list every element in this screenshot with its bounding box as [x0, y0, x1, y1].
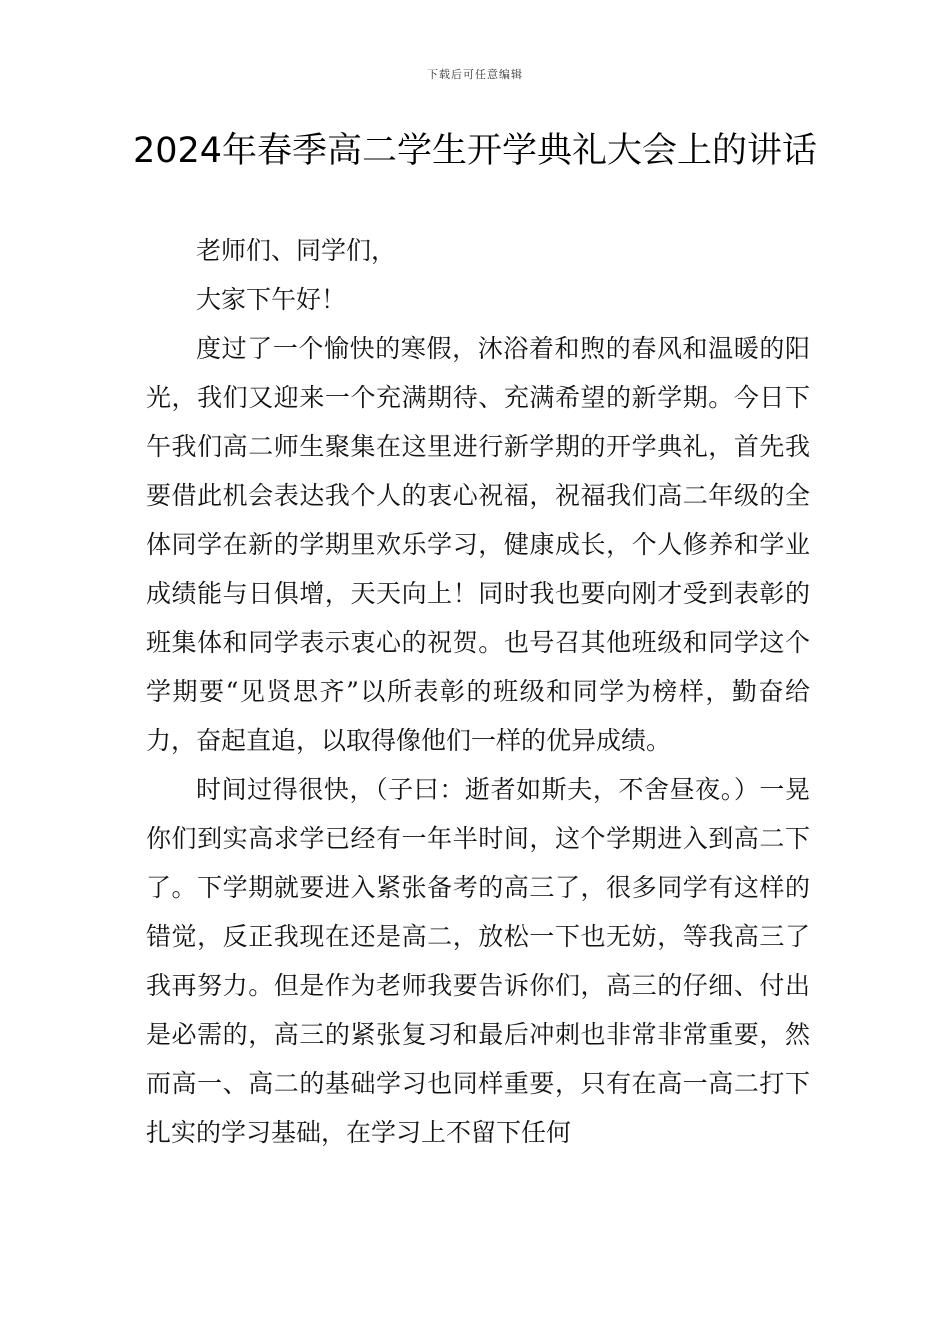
header-note: 下载后可任意编辑	[427, 68, 523, 81]
body-paragraph: 度过了一个愉快的寒假，沐浴着和煦的春风和温暖的阳光，我们又迎来一个充满期待、充满希望的新学期。今日下午我们高二师生聚集在这里进行新学期的开学典礼，首先我要借此机会表达我个人的衷心祝福，祝福我们高二年级的全体同学在新的学期里欢乐学习，健康成长，个人修养和学业成绩能与日俱增，天天向上！同时我也要向刚才受到表彰的班集体和同学表示衷心的祝贺。也号召其他班级和同学这个学期要“见贤思齐”以所表彰的班级和同学为榜样，勤奋给力，奋起直追，以取得像他们一样的优异成绩。	[146, 334, 810, 755]
document-body	[146, 226, 810, 1157]
document-title: 2024年春季高二学生开学典礼大会上的讲话	[132, 131, 818, 171]
greeting: 大家下午好！	[196, 285, 347, 314]
salutation: 老师们、同学们，	[196, 236, 397, 265]
body-paragraph: 时间过得很快，（子曰：逝者如斯夫，不舍昼夜。）一晃你们到实高求学已经有一年半时间，这个学期进入到高二下了。下学期就要进入紧张备考的高三了，很多同学有这样的错觉，反正我现在还是高二，放松一下也无妨，等我高三了我再努力。但是作为老师我要告诉你们，高三的仔细、付出是必需的，高三的紧张复习和最后冲刺也非常非常重要，然而高一、高二的基础学习也同样重要，只有在高一高二打下扎实的学习基础，在学习上不留下任何	[146, 775, 810, 1147]
